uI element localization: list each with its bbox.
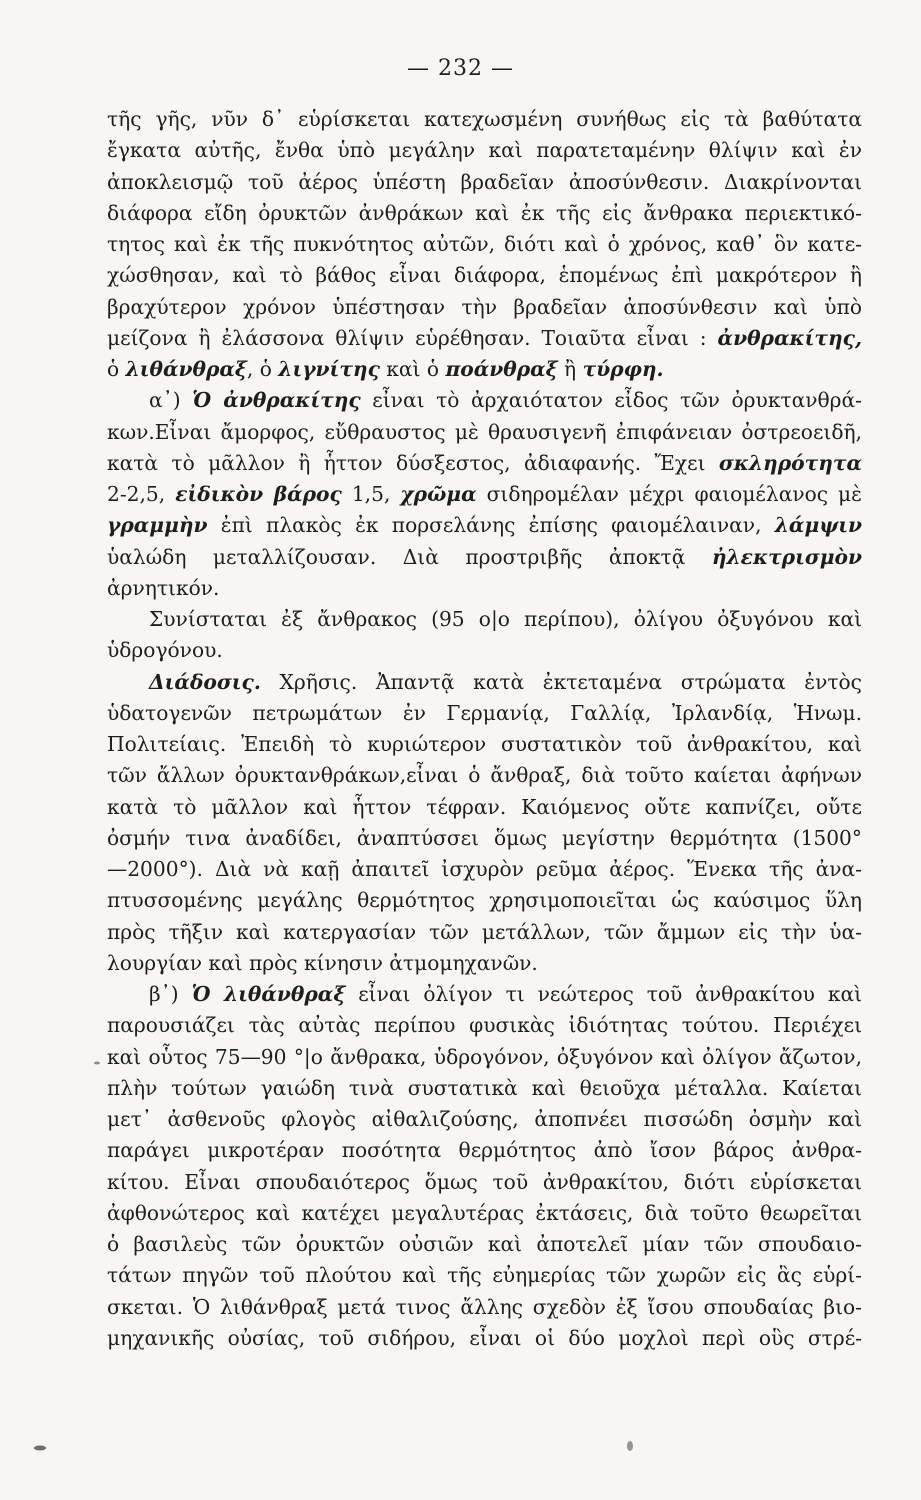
text-line xyxy=(107,635,862,666)
text-line xyxy=(107,1073,862,1104)
text-segment: μηχανικῆς οὐσίας, τοῦ σιδήρου, εἶναι οἱ δύο μοχλοὶ περὶ οὓς στρέ- xyxy=(107,1325,862,1350)
text-segment: πλὴν τούτων γαιώδη τινὰ συστατικὰ καὶ θειοῦχα μέταλλα. Καίεται xyxy=(107,1075,862,1100)
text-segment: παράγει μικροτέραν ποσότητα θερμότητος ἀπὸ ἴσον βάρος ἀνθρα- xyxy=(107,1138,862,1163)
text-segment: ἔγκατα αὐτῆς, ἔνθα ὑπὸ μεγάλην καὶ παρατεταμένην θλίψιν καὶ ἐν xyxy=(107,138,862,163)
text-segment: διάφορα εἴδη ὀρυκτῶν ἀνθράκων καὶ ἐκ τῆς εἰς ἄνθρακα περιεκτικό- xyxy=(107,200,862,225)
text-segment: ἀποκλεισμῷ τοῦ ἀέρος ὑπέστη βραδεῖαν ἀποσύνθεσιν. Διακρίνονται xyxy=(107,169,862,194)
text-line xyxy=(107,667,862,698)
bold-term: ποάνθραξ xyxy=(445,357,558,381)
text-segment: Χρῆσις. Ἀπαντᾷ κατὰ ἐκτεταμένα στρώματα ἐντὸς xyxy=(260,669,862,694)
text-segment: ὑδρογόνου. xyxy=(107,638,223,663)
bold-term: ἀνθρακίτης, xyxy=(717,325,862,350)
text-segment: τῆς γῆς, νῦν δ᾽ εὑρίσκεται κατεχωσμένη συνήθως εἰς τὰ βαθύτατα xyxy=(107,107,862,131)
text-segment: κίτου. Εἶναι σπουδαιότερος ὅμως τοῦ ἀνθρακίτου, διότι εὑρίσκεται xyxy=(107,1169,862,1194)
text-segment: α᾽) xyxy=(149,388,193,413)
text-line xyxy=(107,510,862,541)
text-segment: ὁ xyxy=(107,357,126,381)
bold-term: λιγνίτης xyxy=(278,357,380,381)
bold-term: Ὁ λιθάνθραξ xyxy=(191,982,346,1006)
text-line xyxy=(107,135,862,166)
text-line xyxy=(107,292,862,323)
bold-term: χρῶμα xyxy=(400,482,477,506)
text-line xyxy=(107,885,862,916)
ink-speck xyxy=(627,1441,633,1451)
bold-term: Διάδοσις. xyxy=(149,669,261,694)
text-segment: σκεται. Ὁ λιθάνθραξ μετά τινος ἄλλης σχεδὸν ἐξ ἴσου σπουδαίας βιο- xyxy=(107,1294,862,1319)
text-line xyxy=(107,979,862,1010)
text-line xyxy=(107,385,862,416)
text-segment: πρὸς τῆξιν καὶ κατεργασίαν τῶν μετάλλων, τῶν ἄμμων εἰς τὴν ὑα- xyxy=(107,919,862,944)
ink-speck xyxy=(34,1446,46,1451)
text-line xyxy=(107,323,862,354)
text-segment: τῶν ἄλλων ὀρυκτανθράκων,εἶναι ὁ ἄνθραξ, διὰ τοῦτο καίεται ἀφήνων xyxy=(107,763,862,788)
text-segment: καὶ οὗτος 75—90 °|ο ἄνθρακα, ὑδρογόνον, ὀξυγόνον καὶ ὀλίγον ἄζωτον, xyxy=(107,1044,862,1069)
text-segment: β᾽) xyxy=(149,982,192,1006)
text-line xyxy=(107,354,862,385)
text-segment: ἀρνητικόν. xyxy=(107,575,220,600)
page-number: — 232 — xyxy=(407,56,514,81)
text-line xyxy=(107,448,862,479)
text-line xyxy=(107,573,862,604)
text-line xyxy=(107,604,862,635)
text-line xyxy=(107,854,862,885)
text-line xyxy=(107,1260,862,1291)
text-line xyxy=(107,198,862,229)
text-segment: εἶναι τὸ ἀρχαιότατον εἶδος τῶν ὀρυκτανθρά- xyxy=(360,388,862,413)
text-segment: ἀφθονώτερος καὶ κατέχει μεγαλυτέρας ἐκτάσεις, διὰ τοῦτο θεωρεῖται xyxy=(107,1200,862,1225)
bold-term: λιθάνθραξ xyxy=(125,357,247,381)
bold-term: γραμμὴν xyxy=(107,513,208,538)
text-segment: κατὰ τὸ μᾶλλον ἢ ἧττον δύσξεστος, ἀδιαφανής. Ἔχει xyxy=(107,450,719,475)
text-segment: 1,5, xyxy=(341,482,401,506)
text-segment: κατὰ τὸ μᾶλλον καὶ ἧττον τέφραν. Καιόμενος οὔτε καπνίζει, οὔτε xyxy=(107,794,862,819)
text-segment: ὑδατογενῶν πετρωμάτων ἐν Γερμανίᾳ, Γαλλίᾳ, Ἰρλανδίᾳ, Ἡνωμ. xyxy=(107,700,862,725)
text-segment: κων.Εἶναι ἄμορφος, εὔθραυστος μὲ θραυσιγενῆ ἐπιφάνειαν ὀστρεοειδῆ, xyxy=(107,419,862,444)
bold-term: Ὁ ἀνθρακίτης xyxy=(192,388,361,413)
body-text xyxy=(107,104,862,1354)
text-line xyxy=(107,1104,862,1135)
text-segment: 2-2,5, xyxy=(107,482,176,506)
text-line xyxy=(107,479,862,510)
text-segment: λουργίαν καὶ πρὸς κίνησιν ἀτμομηχανῶν. xyxy=(107,950,538,975)
text-line xyxy=(107,823,862,854)
text-line xyxy=(107,167,862,198)
text-segment: χώσθησαν, καὶ τὸ βάθος εἶναι διάφορα, ἑπομένως ἐπὶ μακρότερον ἢ xyxy=(107,263,862,288)
ink-speck xyxy=(94,1062,100,1065)
text-line xyxy=(107,1292,862,1323)
text-segment: ἐπὶ πλακὸς ἐκ πορσελάνης ἐπίσης φαιομέλαιναν, xyxy=(207,513,775,538)
text-segment: πτυσσομένης μεγάλης θερμότητος χρησιμοποιεῖται ὡς καύσιμος ὕλη xyxy=(107,888,862,913)
text-line xyxy=(107,948,862,979)
bold-term: εἰδικὸν βάρος xyxy=(175,482,342,506)
text-line xyxy=(107,1229,862,1260)
text-line xyxy=(107,260,862,291)
text-segment: ὀσμήν τινα ἀναδίδει, ἀναπτύσσει ὅμως μεγίστην θερμότητα (1500° xyxy=(107,825,862,850)
text-segment: τάτων πηγῶν τοῦ πλούτου καὶ τῆς εὐημερίας τῶν χωρῶν εἰς ἃς εὑρί- xyxy=(107,1263,862,1288)
text-line xyxy=(107,1323,862,1354)
text-segment: μετ᾽ ἀσθενοῦς φλογὸς αἰθαλιζούσης, ἀποπνέει πισσώδη ὀσμὴν καὶ xyxy=(107,1107,862,1131)
bold-term: τύρφη. xyxy=(582,357,664,381)
text-line xyxy=(107,698,862,729)
text-segment: ὁ βασιλεὺς τῶν ὀρυκτῶν οὐσιῶν καὶ ἀποτελεῖ μίαν τῶν σπουδαιο- xyxy=(107,1232,862,1256)
text-line xyxy=(107,917,862,948)
text-line xyxy=(107,1042,862,1073)
text-segment: παρουσιάζει τὰς αὐτὰς περίπου φυσικὰς ἰδιότητας τούτου. Περιέχει xyxy=(107,1013,862,1038)
text-line xyxy=(107,792,862,823)
text-segment: μείζονα ἢ ἐλάσσονα θλίψιν εὑρέθησαν. Τοιαῦτα εἶναι : xyxy=(107,325,718,350)
text-segment: ὑαλώδη μεταλλίζουσαν. Διὰ προστριβῆς ἀποκτᾷ xyxy=(107,544,712,569)
text-segment: Συνίσταται ἐξ ἄνθρακος (95 ο|ο περίπου), ὀλίγου ὀξυγόνου καὶ xyxy=(149,607,862,631)
text-line xyxy=(107,229,862,260)
text-segment: —2000°). Διὰ νὰ καῇ ἀπαιτεῖ ἰσχυρὸν ρεῦμα ἀέρος. Ἕνεκα τῆς ἀνα- xyxy=(107,857,862,881)
text-segment: σιδηρομέλαν μέχρι φαιομέλανος μὲ xyxy=(476,482,862,506)
text-segment: Πολιτείαις. Ἐπειδὴ τὸ κυριώτερον συστατικὸν τοῦ ἀνθρακίτου, καὶ xyxy=(107,732,862,756)
text-line xyxy=(107,1167,862,1198)
bold-term: ἠλεκτρισμὸν xyxy=(711,544,862,569)
text-line xyxy=(107,417,862,448)
text-line xyxy=(107,104,862,135)
text-line xyxy=(107,1010,862,1041)
text-segment: , ὁ xyxy=(246,357,279,381)
text-segment: βραχύτερον χρόνον ὑπέστησαν τὴν βραδεῖαν ἀποσύνθεσιν καὶ ὑπὸ xyxy=(107,294,862,319)
text-segment: ἢ xyxy=(557,357,583,381)
text-segment: εἶναι ὀλίγον τι νεώτερος τοῦ ἀνθρακίτου καὶ xyxy=(345,982,862,1006)
bold-term: σκληρότητα xyxy=(718,450,862,475)
bold-term: λάμψιν xyxy=(774,513,862,538)
text-line xyxy=(107,542,862,573)
text-segment: καὶ ὁ xyxy=(379,357,446,381)
text-segment: τητος καὶ ἐκ τῆς πυκνότητος αὐτῶν, διότι καὶ ὁ χρόνος, καθ᾽ ὃν κατε- xyxy=(107,232,862,256)
text-line xyxy=(107,760,862,791)
text-line xyxy=(107,1135,862,1166)
text-line xyxy=(107,729,862,760)
text-line xyxy=(107,1198,862,1229)
